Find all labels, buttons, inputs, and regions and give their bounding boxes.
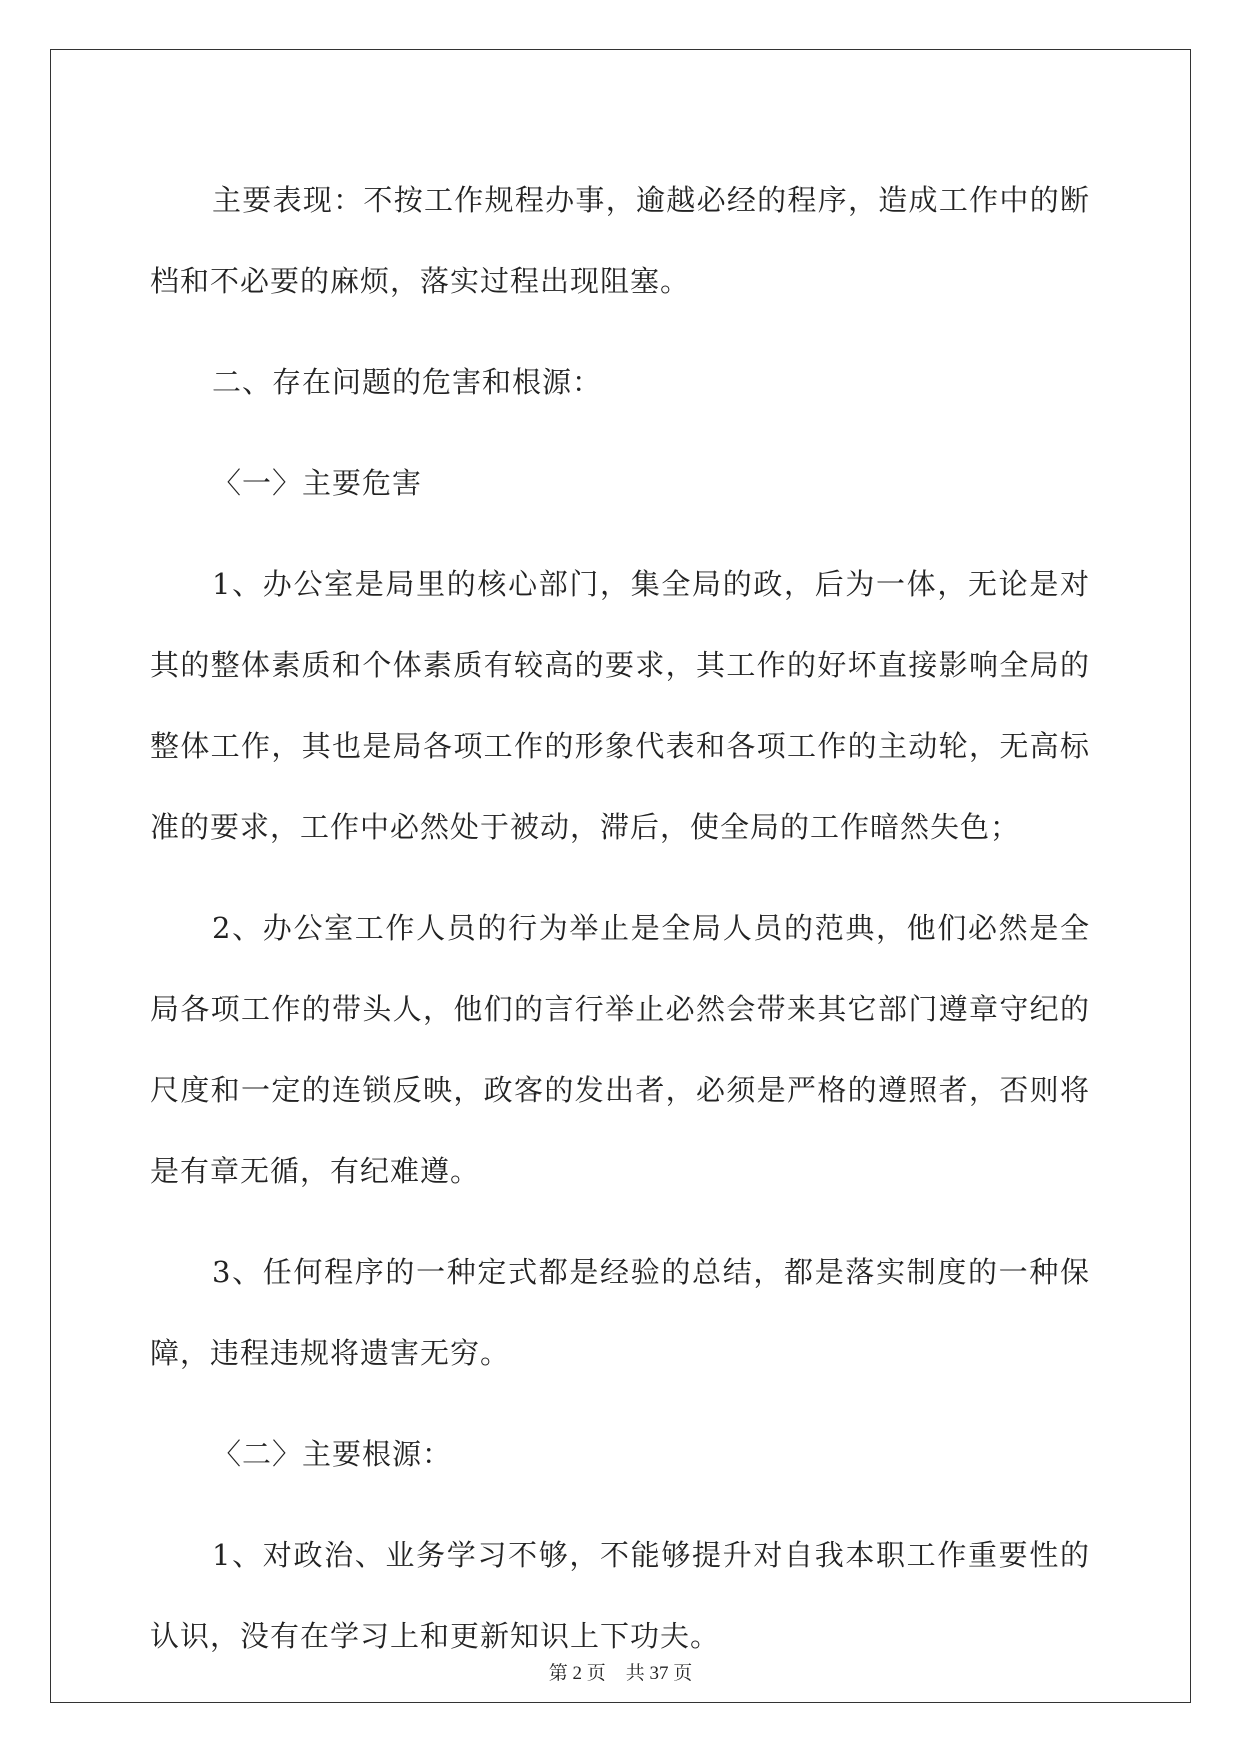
paragraph-performance: 主要表现：不按工作规程办事，逾越必经的程序，造成工作中的断档和不必要的麻烦，落实过程出现阻塞。 <box>150 183 1090 298</box>
paragraph-root-1: 1、对政治、业务学习不够，不能够提升对自我本职工作重要性的认识，没有在学习上和更新知识上下功夫。 <box>150 1538 1090 1653</box>
paragraph-harm-3: 3、任何程序的一种定式都是经验的总结，都是落实制度的一种保障，违程违规将遗害无穷。 <box>150 1255 1090 1370</box>
paragraph-harm-1: 1、办公室是局里的核心部门，集全局的政，后为一体，无论是对其的整体素质和个体素质有较高的要求，其工作的好坏直接影响全局的整体工作，其也是局各项工作的形象代表和各项工作的主动轮，无高标准的要求，工作中必然处于被动，滞后，使全局的工作暗然失色； <box>150 567 1090 844</box>
heading-problems-harm-and-root: 二、存在问题的危害和根源： <box>212 365 603 399</box>
document-body <box>150 160 1090 1697</box>
paragraph-harm-2: 2、办公室工作人员的行为举止是全局人员的范典，他们必然是全局各项工作的带头人，他们的言行举止必然会带来其它部门遵章守纪的尺度和一定的连锁反映，政客的发出者，必须是严格的遵照者，否则将是有章无循，有纪难遵。 <box>150 911 1090 1188</box>
total-pages: 共 37 页 <box>625 1663 693 1684</box>
page-number: 第 2 页 <box>548 1663 606 1684</box>
subheading-main-root: 〈二〉主要根源： <box>212 1437 453 1471</box>
subheading-main-harm: 〈一〉主要危害 <box>212 466 423 500</box>
page-footer <box>0 1658 1241 1685</box>
